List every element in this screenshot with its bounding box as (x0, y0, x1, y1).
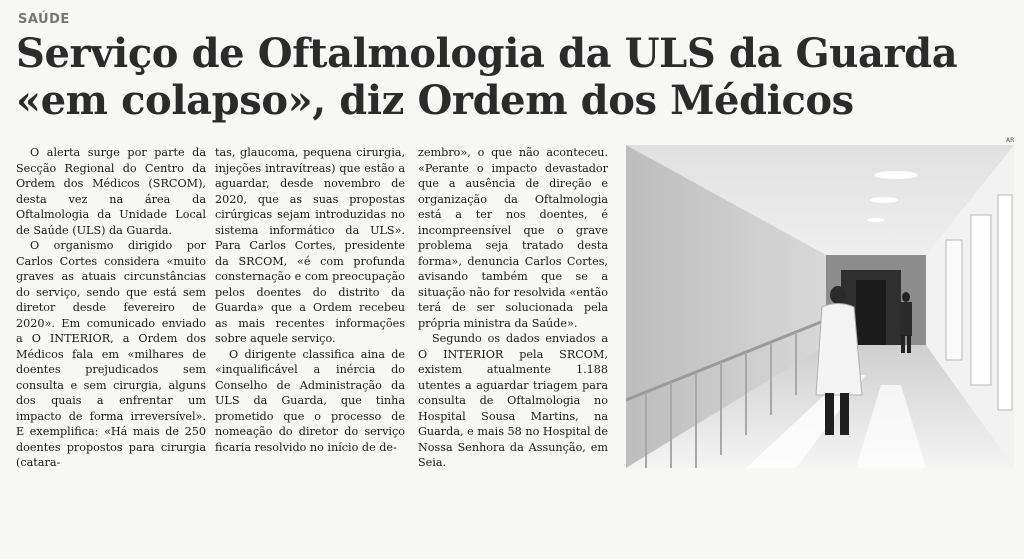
photo-illustration (626, 145, 1014, 468)
headline (16, 30, 1006, 124)
section-label: SAÚDE (18, 12, 70, 27)
paragraph: O organismo dirigido por Carlos Cortes considera «muito graves as atuais circunstâncias do serviço, sendo que está sem diretor desde fevereiro de 2020». Em comunicado enviado a O INTERIOR, a Ordem dos Médicos fala em «milhares de doentes prejudicados sem consulta e sem cirurgia, alguns dos quais a enfrentar um impacto de forma irreversível». E exemplifica: «Há mais de 250 doentes propostos para cirurgia (catara- (16, 239, 206, 469)
headline-line-1: Serviço de Oftalmologia da ULS da Guarda (16, 30, 958, 77)
paragraph: O alerta surge por parte da Secção Regional do Centro da Ordem dos Médicos (SRCOM), desta vez na área da Oftalmologia da Unidade Local de Saúde (ULS) da Guarda. (16, 146, 206, 237)
article-column-3 (418, 145, 608, 471)
hospital-corridor-photo (626, 145, 1014, 468)
paragraph: Segundo os dados enviados a O INTERIOR pela SRCOM, existem atualmente 1.188 utentes a aguardar triagem para consulta de Oftalmologia no Hospital Sousa Martins, na Guarda, e mais 58 no Hospital de Nossa Senhora da Assunção, em Seia. (418, 332, 608, 469)
paragraph: zembro», o que não aconteceu. «Perante o impacto devastador que a ausência de direção e organização da Oftalmologia está a ter nos doentes, é incompreensível que o grave problema seja tratado desta forma», denuncia Carlos Cortes, avisando também que se a situação não for resolvida «então terá de ser solucionada pela própria ministra da Saúde». (418, 146, 608, 330)
article-column-1 (16, 145, 206, 471)
article-column-2 (215, 145, 405, 455)
paragraph: O dirigente classifica aina de «inqualificável a inércia do Conselho de Administração da ULS da Guarda, que tinha prometido que o processo de nomeação do diretor do serviço ficaria resolvido no início de de- (215, 347, 405, 454)
photo-credit: AR (1006, 137, 1015, 144)
headline-line-2: «em colapso», diz Ordem dos Médicos (16, 77, 854, 124)
paragraph: tas, glaucoma, pequena cirurgia, injeções intravítreas) que estão a aguardar, desde novembro de 2020, que as suas propostas cirúrgicas sejam introduzidas no sistema informático da ULS». Para Carlos Cortes, presidente da SRCOM, «é com profunda consternação e com preocupação pelos doentes do distrito da Guarda» que a Ordem recebeu as mais recentes informações sobre aquele serviço. (215, 146, 405, 345)
